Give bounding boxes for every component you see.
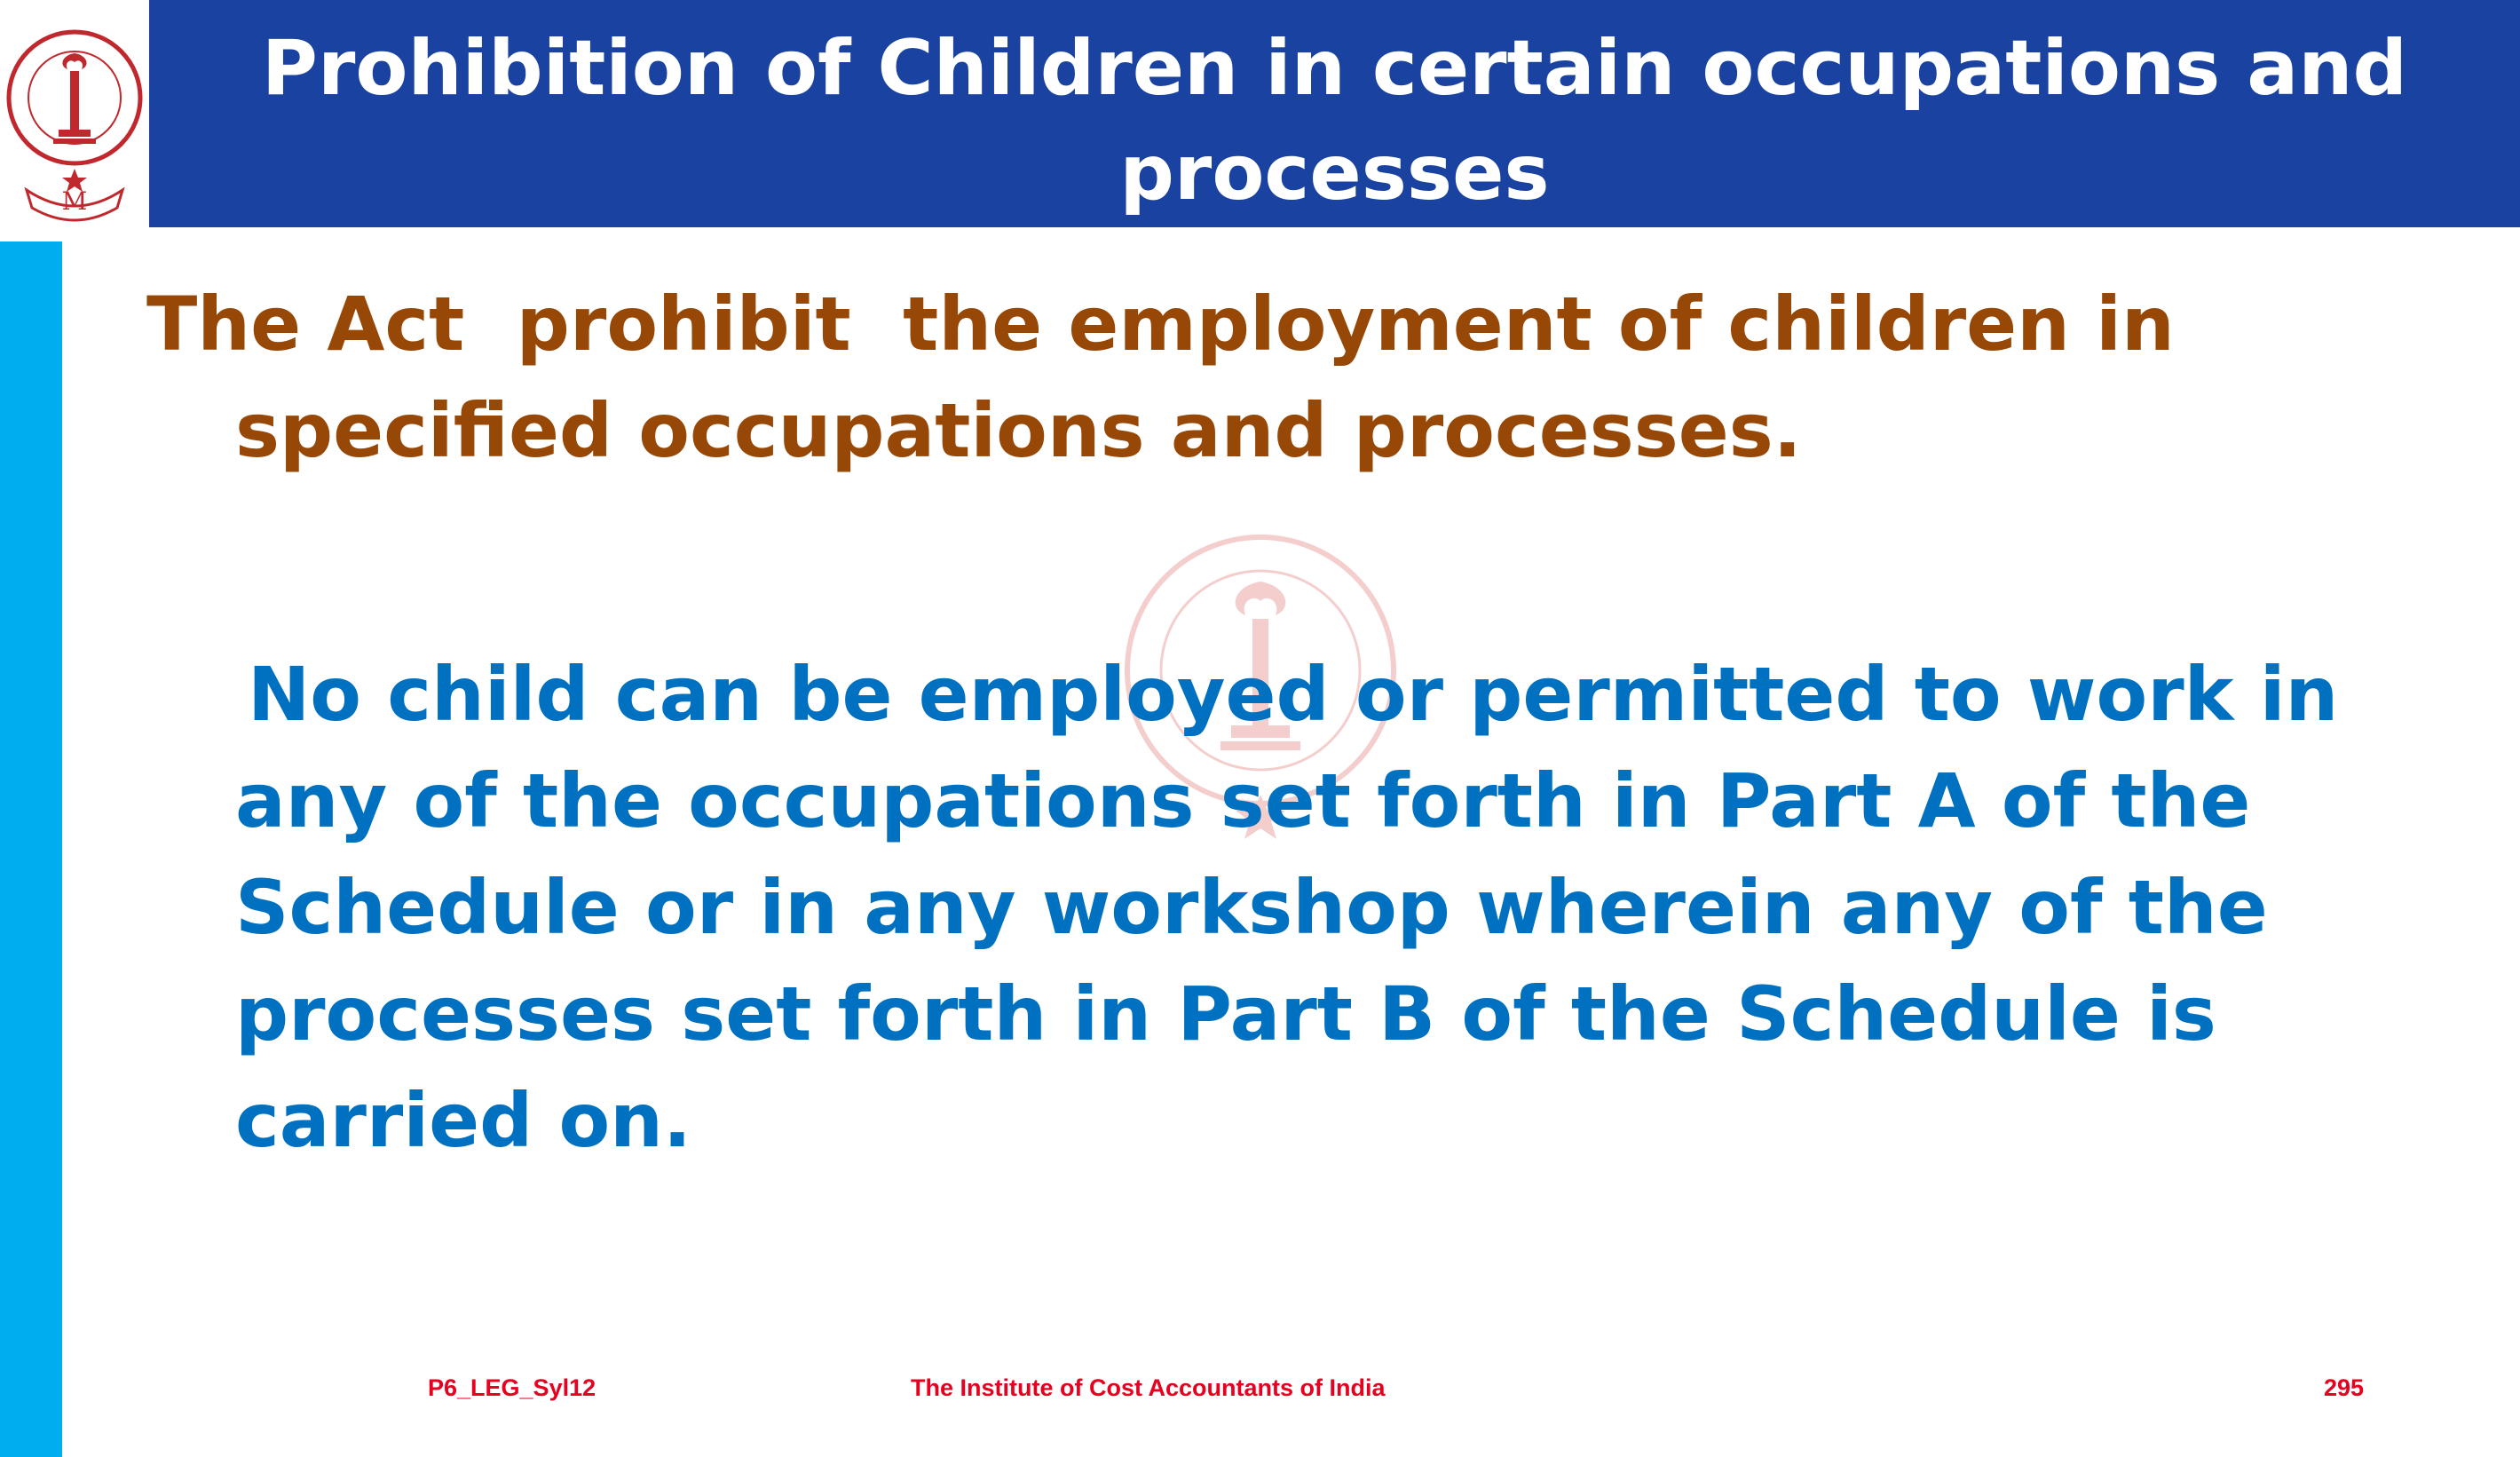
title-line-1: Prohibition of Children in certain occupations and [261, 24, 2408, 113]
footer-institute: The Institute of Cost Accountants of India [911, 1374, 1386, 1401]
logo [0, 0, 149, 227]
main-heading [146, 271, 2419, 484]
footer-code: P6_LEG_Syl12 [428, 1374, 596, 1401]
page-number: 295 [2324, 1374, 2365, 1401]
svg-text:M: M [61, 186, 88, 216]
body-line: carried on. [235, 1077, 691, 1164]
slide-title [149, 16, 2520, 226]
body-line: No child can be employed or permitted to work in [248, 651, 2339, 738]
body-line: Schedule or in any workshop wherein any of the [235, 864, 2268, 951]
heading-line-2: specified occupations and processes. [235, 387, 1802, 474]
body-paragraph [235, 641, 2508, 1174]
institute-seal-icon [0, 0, 149, 227]
body-line: any of the occupations set forth in Part A of the [235, 757, 2251, 844]
side-accent-bar [0, 242, 62, 1457]
body-line: processes set forth in Part B of the Schedule is [235, 970, 2216, 1057]
title-line-2: processes [1119, 129, 1550, 218]
heading-line-1: The Act prohibit the employment of children in [146, 281, 2175, 368]
